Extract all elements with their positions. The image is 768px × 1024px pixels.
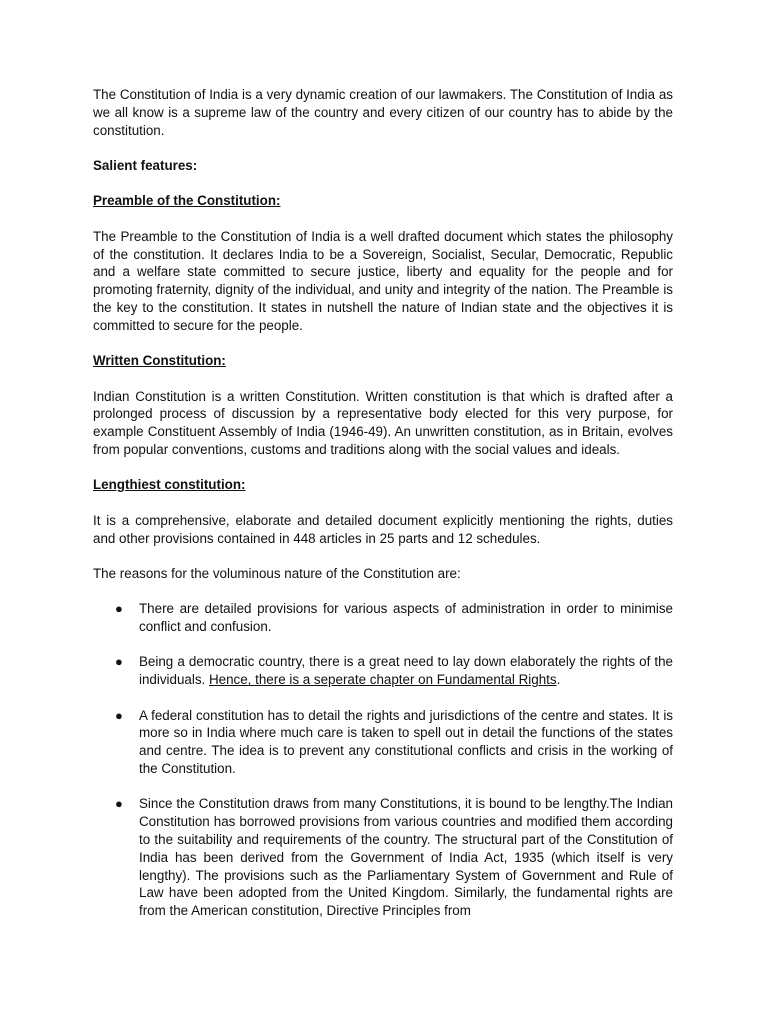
reasons-list <box>93 600 673 920</box>
preamble-heading: Preamble of the Constitution: <box>93 193 281 209</box>
list-item <box>115 795 673 920</box>
lengthiest-constitution-heading: Lengthiest constitution: <box>93 477 246 493</box>
list-item-text: Since the Constitution draws from many Constitutions, it is bound to be lengthy.The Indian Constitution has borrowed provisions from various countries and modified them according to the suitability and requirements of the country. The structural part of the Constitution of India has been derived from the Government of India Act, 1935 (which itself is very lengthy). The provisions such as the Parliamentary System of Government and Rule of Law have been adopted from the United Kingdom. Similarly, the fundamental rights are from the American constitution, Directive Principles from <box>139 796 673 919</box>
fundamental-rights-underlined-text: Hence, there is a seperate chapter on Fundamental Rights <box>208 672 557 688</box>
list-item <box>115 600 673 636</box>
preamble-paragraph: The Preamble to the Constitution of India is a well drafted document which states the philosophy of the constitution. It declares India to be a Sovereign, Socialist, Secular, Democratic, Republic and a welfare state committed to secure justice, liberty and equality for the people and for promoting fraternity, dignity of the individual, and unity and integrity of the nation. The Preamble is the key to the constitution. It states in nutshell the nature of Indian state and the objectives it is committed to secure for the people. <box>93 228 673 333</box>
bullet-icon: ● <box>115 601 123 617</box>
list-item-text-end: . <box>556 672 561 688</box>
reasons-intro: The reasons for the voluminous nature of the Constitution are: <box>93 565 461 581</box>
bullet-icon: ● <box>115 796 123 812</box>
bullet-icon: ● <box>115 654 123 670</box>
list-item <box>115 653 673 689</box>
list-item-text: A federal constitution has to detail the rights and jurisdictions of the centre and states. It is more so in India where much care is taken to spell out in detail the functions of the states and centre. The idea is to prevent any constitutional conflicts and crisis in the working of the Constitution. <box>139 707 673 777</box>
lengthiest-constitution-paragraph: It is a comprehensive, elaborate and detailed document explicitly mentioning the rights, duties and other provisions contained in 448 articles in 25 parts and 12 schedules. <box>93 512 673 546</box>
written-constitution-heading: Written Constitution: <box>93 353 226 369</box>
list-item <box>115 707 673 778</box>
written-constitution-paragraph: Indian Constitution is a written Constitution. Written constitution is that which is drafted after a prolonged process of discussion by a representative body elected for this very purpose, for example Constituent Assembly of India (1946-49). An unwritten constitution, as in Britain, evolves from popular conventions, customs and traditions along with the social values and ideals. <box>93 388 673 457</box>
bullet-icon: ● <box>115 707 123 723</box>
list-item-text: Being a democratic country, there is a great need to lay down elaborately the rights of the individuals. <box>139 654 673 688</box>
salient-features-heading: Salient features: <box>93 157 198 173</box>
list-item-text: There are detailed provisions for various aspects of administration in order to minimise conflict and confusion. <box>139 601 673 635</box>
intro-paragraph: The Constitution of India is a very dynamic creation of our lawmakers. The Constitution of India as we all know is a supreme law of the country and every citizen of our country has to abide by the constitution. <box>93 87 673 138</box>
